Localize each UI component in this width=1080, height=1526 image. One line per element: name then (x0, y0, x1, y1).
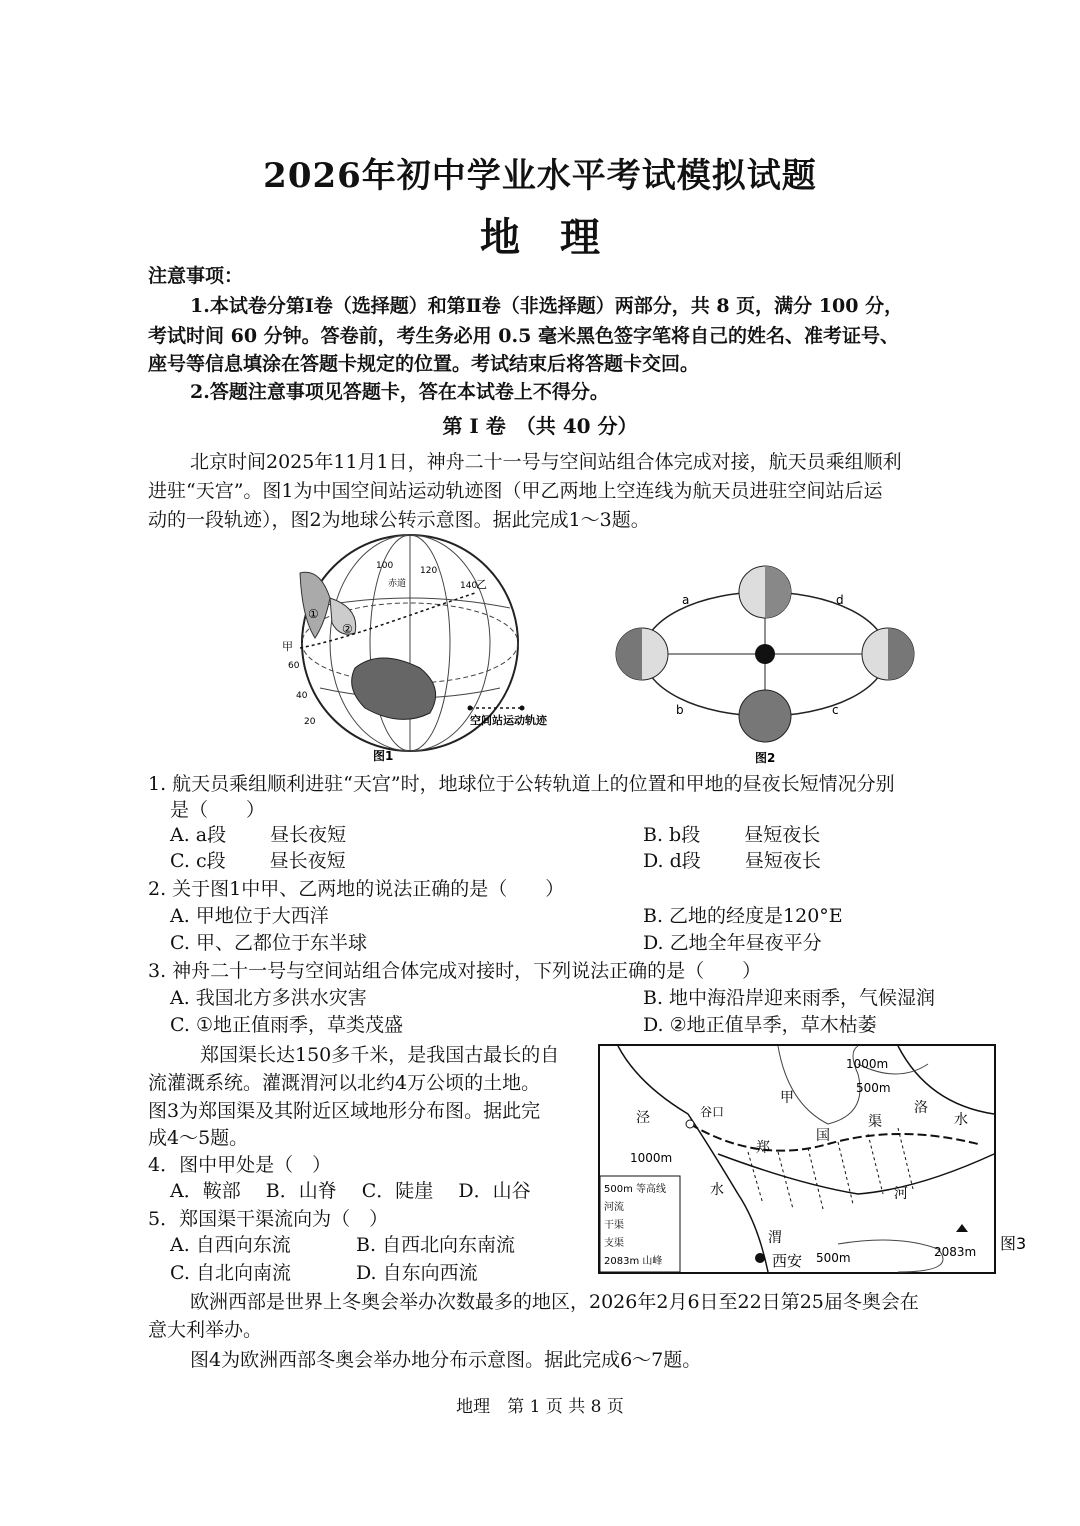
svg-text:500m 等高线: 500m 等高线 (604, 1184, 667, 1195)
figure1-caption: 图1 (373, 749, 394, 763)
q2-option-a[interactable]: A. 甲地位于大西洋 (170, 905, 329, 927)
svg-text:河: 河 (894, 1186, 908, 1202)
q5-option-b[interactable]: B. 自西北向东南流 (356, 1234, 516, 1256)
subject-title: 地理 (480, 214, 640, 261)
svg-text:20: 20 (304, 717, 316, 727)
q3-stem: 3. 神舟二十一号与空间站组合体完成对接时，下列说法正确的是（ ） (148, 960, 762, 982)
svg-text:郑: 郑 (756, 1140, 770, 1156)
q5-option-d[interactable]: D. 自东向西流 (356, 1262, 478, 1284)
passage2-line2: 流灌溉系统。灌溉渭河以北约4万公顷的土地。 (148, 1072, 541, 1094)
notice-item2: 2.答题注意事项见答题卡，答在本试卷上不得分。 (190, 381, 609, 403)
antarctica-shape (352, 658, 436, 719)
q1-option-d[interactable]: D. d段 昼短夜长 (643, 850, 821, 872)
notice-item1-line3: 座号等信息填涂在答题卡规定的位置。考试结束后将答题卡交回。 (148, 353, 700, 375)
notice-item1-line1: 1.本试卷分第Ⅰ卷（选择题）和第Ⅱ卷（非选择题）两部分，共 8 页，满分 100 分， (190, 295, 904, 317)
xian-marker (755, 1253, 765, 1263)
svg-text:40: 40 (296, 691, 308, 701)
svg-text:谷口: 谷口 (700, 1105, 725, 1119)
q4-stem: 4．图中甲处是（ ） (148, 1154, 332, 1176)
passage2-line3: 图3为郑国渠及其附近区域地形分布图。据此完 (148, 1100, 541, 1122)
passage2-line4: 成4～5题。 (148, 1127, 249, 1149)
q1-stem-line2: 是（ ） (170, 799, 266, 821)
lon-100: 100 (376, 561, 394, 571)
svg-text:国: 国 (816, 1128, 830, 1144)
landmass-shape (300, 572, 330, 638)
svg-text:赤道: 赤道 (388, 579, 407, 589)
svg-text:500m: 500m (856, 1081, 891, 1095)
svg-text:1000m: 1000m (846, 1057, 889, 1071)
label-c: c (832, 703, 839, 717)
svg-text:西安: 西安 (772, 1252, 803, 1270)
jia-label-map: 甲 (780, 1090, 794, 1106)
passage3-line1: 欧洲西部是世界上冬奥会举办次数最多的地区，2026年2月6日至22日第25届冬奥会在 (190, 1291, 919, 1313)
svg-text:河流: 河流 (604, 1202, 624, 1213)
q1-option-b[interactable]: B. b段 昼短夜长 (643, 824, 821, 846)
figure2-orbit (612, 562, 932, 767)
passage3-line3: 图4为欧洲西部冬奥会举办地分布示意图。据此完成6～7题。 (190, 1349, 702, 1371)
q2-option-c[interactable]: C. 甲、乙都位于东半球 (170, 932, 367, 954)
exam-title: 2026年初中学业水平考试模拟试题 (263, 156, 817, 196)
q1-stem-line1: 1. 航天员乘组顺利进驻“天宫”时，地球位于公转轨道上的位置和甲地的昼夜长短情况分别 (148, 773, 895, 795)
q2-option-b[interactable]: B. 乙地的经度是120°E (643, 905, 843, 927)
passage1-line1: 北京时间2025年11月1日，神舟二十一号与空间站组合体完成对接，航天员乘组顺利 (190, 451, 902, 473)
q2-option-d[interactable]: D. 乙地全年昼夜平分 (643, 932, 822, 954)
svg-text:水: 水 (710, 1182, 724, 1198)
q3-option-b[interactable]: B. 地中海沿岸迎来雨季，气候湿润 (643, 987, 936, 1009)
q1-option-c[interactable]: C. c段 昼长夜短 (170, 850, 346, 872)
jia-label: 甲 (282, 640, 293, 653)
q2-stem: 2. 关于图1中甲、乙两地的说法正确的是（ ） (148, 878, 565, 900)
q3-option-d[interactable]: D. ②地正值旱季，草木枯萎 (643, 1014, 877, 1036)
svg-text:140: 140 (460, 581, 478, 591)
q5-stem: 5．郑国渠干渠流向为（ ） (148, 1208, 389, 1230)
q3-option-c[interactable]: C. ①地正值雨季，草类茂盛 (170, 1014, 403, 1036)
sun-icon (755, 644, 775, 664)
passage1-line2: 进驻“天宫”。图1为中国空间站运动轨迹图（甲乙两地上空连线为航天员进驻空间站后运 (148, 480, 883, 502)
notice-heading: 注意事项： (148, 265, 244, 287)
earth-bottom (739, 690, 791, 742)
yi-label: 乙 (476, 578, 487, 591)
q5-option-a[interactable]: A. 自西向东流 (170, 1234, 291, 1256)
svg-text:泾: 泾 (636, 1110, 650, 1126)
notice-item1-line2: 考试时间 60 分钟。答卷前，考生务必用 0.5 毫米黑色签字笔将自己的姓名、准考证号、 (148, 325, 899, 347)
q1-option-a[interactable]: A. a段 昼长夜短 (170, 824, 347, 846)
svg-text:60: 60 (288, 661, 300, 671)
q3-option-a[interactable]: A. 我国北方多洪水灾害 (170, 987, 367, 1009)
label-d: d (836, 593, 844, 607)
q4-options[interactable]: A．鞍部 B．山脊 C．陡崖 D．山谷 (170, 1180, 531, 1202)
figure3-map (598, 1044, 1038, 1276)
orbit-legend: 空间站运动轨迹 (470, 714, 547, 727)
label-b: b (676, 703, 684, 717)
svg-text:渠: 渠 (868, 1114, 882, 1130)
svg-text:干渠: 干渠 (604, 1220, 624, 1231)
svg-text:支渠: 支渠 (604, 1238, 624, 1249)
svg-text:洛: 洛 (914, 1100, 928, 1116)
svg-text:2083m 山峰: 2083m 山峰 (604, 1256, 663, 1267)
passage1-line3: 动的一段轨迹），图2为地球公转示意图。据此完成1～3题。 (148, 509, 650, 531)
figure3-caption: 图3 (1000, 1234, 1027, 1253)
figure2-caption: 图2 (755, 751, 776, 765)
svg-text:500m: 500m (816, 1251, 851, 1265)
svg-text:2083m: 2083m (934, 1245, 977, 1259)
page-footer: 地理 第 1 页 共 8 页 (456, 1397, 624, 1417)
label-a: a (682, 593, 690, 607)
svg-text:1000m: 1000m (630, 1151, 673, 1165)
passage2-line1: 郑国渠长达150多千米，是我国古最长的自 (200, 1044, 560, 1066)
svg-text:②: ② (342, 622, 353, 636)
q5-option-c[interactable]: C. 自北向南流 (170, 1262, 291, 1284)
passage3-line2: 意大利举办。 (148, 1319, 263, 1341)
svg-text:水: 水 (954, 1112, 968, 1128)
section-title: 第 Ⅰ 卷 （共 40 分） (442, 414, 638, 438)
svg-text:120: 120 (420, 566, 438, 576)
svg-text:①: ① (308, 607, 319, 621)
figure1-globe (260, 528, 560, 768)
svg-text:渭: 渭 (768, 1230, 782, 1246)
